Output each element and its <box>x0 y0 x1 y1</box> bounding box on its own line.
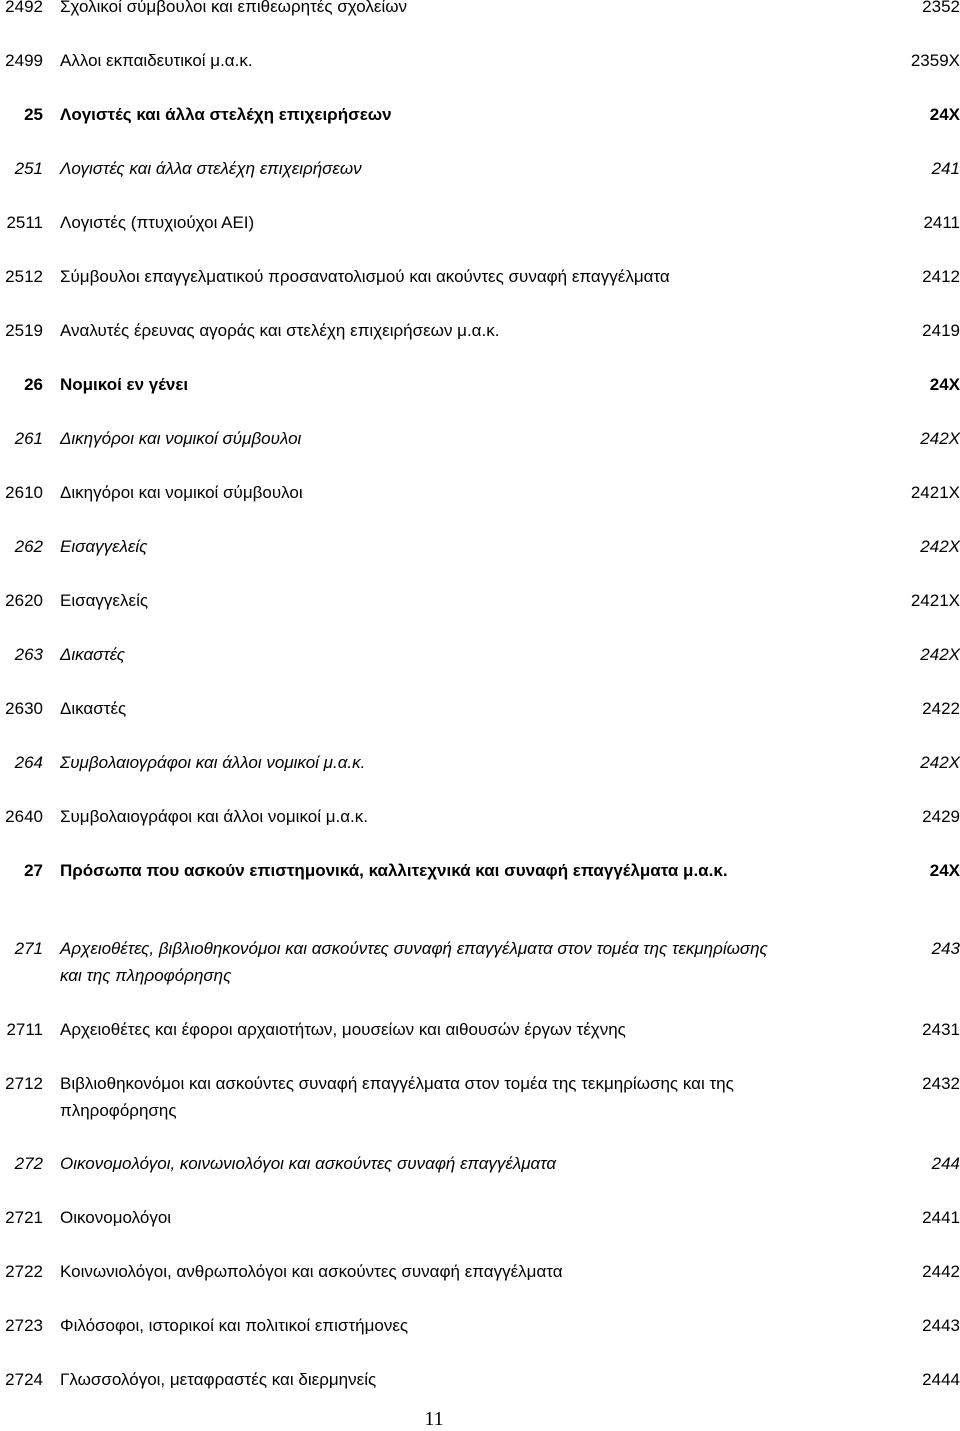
occupation-title: Σύμβουλοι επαγγελματικού προσανατολισμού και ακούντες συναφή επαγγέλματα <box>60 267 670 286</box>
occupation-code: 271 <box>14 939 43 958</box>
reference-code: 2444 <box>922 1370 960 1389</box>
occupation-code: 2499 <box>5 51 43 70</box>
occupation-code: 262 <box>14 537 43 556</box>
occupation-code: 2721 <box>5 1208 43 1227</box>
occupation-code: 2519 <box>5 321 43 340</box>
occupation-code: 2724 <box>5 1370 43 1389</box>
occupation-code: 2640 <box>5 807 43 826</box>
occupation-code: 26 <box>24 375 43 394</box>
occupation-title: Αρχειοθέτες και έφοροι αρχαιοτήτων, μουσείων και αιθουσών έργων τέχνης <box>60 1020 626 1039</box>
reference-code: 2411 <box>923 213 960 232</box>
reference-code: 2429 <box>922 807 960 826</box>
occupation-title: Κοινωνιολόγοι, ανθρωπολόγοι και ασκούντες συναφή επαγγέλματα <box>60 1262 563 1281</box>
reference-code: 2359Χ <box>910 51 960 70</box>
occupation-title: Λογιστές και άλλα στελέχη επιχειρήσεων <box>60 159 362 178</box>
occupation-title: Οικονομολόγοι <box>60 1208 172 1227</box>
occupation-code: 2723 <box>5 1316 43 1335</box>
occupation-title: Οικονομολόγοι, κοινωνιολόγοι και ασκούντες συναφή επαγγέλματα <box>60 1154 557 1173</box>
reference-code: 242Χ <box>920 537 960 556</box>
occupation-title: Εισαγγελείς <box>60 591 149 610</box>
occupation-title: Εισαγγελείς <box>60 537 148 556</box>
occupation-title: Αναλυτές έρευνας αγοράς και στελέχη επιχειρήσεων μ.α.κ. <box>60 321 500 340</box>
occupation-title: Δικηγόροι και νομικοί σύμβουλοι <box>60 429 302 448</box>
reference-code: 24Χ <box>929 105 960 124</box>
occupation-code: 2512 <box>5 267 43 286</box>
occupation-code: 263 <box>14 645 43 664</box>
occupation-title: Φιλόσοφοι, ιστορικοί και πολιτικοί επιστήμονες <box>60 1316 409 1335</box>
page-number: 11 <box>424 1408 444 1430</box>
occupation-title: Νομικοί εν γένει <box>60 375 189 394</box>
reference-code: 2422 <box>922 699 960 718</box>
reference-code: 2443 <box>922 1316 960 1335</box>
occupation-code: 2630 <box>5 699 43 718</box>
reference-code: 244 <box>931 1154 960 1173</box>
reference-code: 2432 <box>922 1074 960 1093</box>
reference-code: 2441 <box>922 1208 960 1227</box>
reference-code: 242Χ <box>920 429 960 448</box>
occupation-title: Πρόσωπα που ασκούν επιστημονικά, καλλιτεχνικά και συναφή επαγγέλματα μ.α.κ. <box>60 861 728 880</box>
occupation-code: 27 <box>24 861 43 880</box>
occupation-code: 2620 <box>5 591 43 610</box>
reference-code: 243 <box>931 939 960 958</box>
occupation-code: 2722 <box>5 1262 43 1281</box>
occupation-title: Δικηγόροι και νομικοί σύμβουλοι <box>60 483 303 502</box>
reference-code: 2421Χ <box>910 591 960 610</box>
reference-code: 24Χ <box>929 375 960 394</box>
occupation-code: 272 <box>14 1154 43 1173</box>
occupation-title: Συμβολαιογράφοι και άλλοι νομικοί μ.α.κ. <box>60 807 369 826</box>
occupation-code: 2511 <box>6 213 43 232</box>
occupation-title: Αρχειοθέτες, βιβλιοθηκονόμοι και ασκούντες συναφή επαγγέλματα στον τομέα της τεκμηρίωσης και της πληροφόρησης <box>60 939 768 985</box>
occupation-title: Λογιστές (πτυχιούχοι ΑΕΙ) <box>60 213 255 232</box>
occupation-title: Σχολικοί σύμβουλοι και επιθεωρητές σχολείων <box>60 0 408 16</box>
occupation-title: Συμβολαιογράφοι και άλλοι νομικοί μ.α.κ. <box>60 753 366 772</box>
occupation-code: 2711 <box>6 1020 43 1039</box>
occupation-title: Αλλοι εκπαιδευτικοί μ.α.κ. <box>60 51 253 70</box>
reference-code: 2442 <box>922 1262 960 1281</box>
reference-code: 2421Χ <box>910 483 960 502</box>
reference-code: 242Χ <box>920 645 960 664</box>
reference-code: 2352 <box>922 0 960 16</box>
occupation-code: 251 <box>14 159 43 178</box>
occupation-title: Δικαστές <box>60 645 126 664</box>
reference-code: 242Χ <box>920 753 960 772</box>
occupation-title: Δικαστές <box>60 699 127 718</box>
occupation-code: 2492 <box>5 0 43 16</box>
occupation-code: 2610 <box>5 483 43 502</box>
occupation-title: Γλωσσολόγοι, μεταφραστές και διερμηνείς <box>60 1370 377 1389</box>
reference-code: 241 <box>931 159 960 178</box>
reference-code: 2412 <box>922 267 960 286</box>
reference-code: 2419 <box>922 321 960 340</box>
occupation-code: 2712 <box>5 1074 43 1093</box>
occupation-code: 261 <box>14 429 43 448</box>
occupation-title: Λογιστές και άλλα στελέχη επιχειρήσεων <box>60 105 392 124</box>
occupation-title: Βιβλιοθηκονόμοι και ασκούντες συναφή επαγγέλματα στον τομέα της τεκμηρίωσης και της πληροφόρησης <box>60 1074 734 1120</box>
occupation-code: 25 <box>24 105 43 124</box>
occupation-code: 264 <box>14 753 43 772</box>
reference-code: 2431 <box>922 1020 960 1039</box>
reference-code: 24Χ <box>929 861 960 880</box>
